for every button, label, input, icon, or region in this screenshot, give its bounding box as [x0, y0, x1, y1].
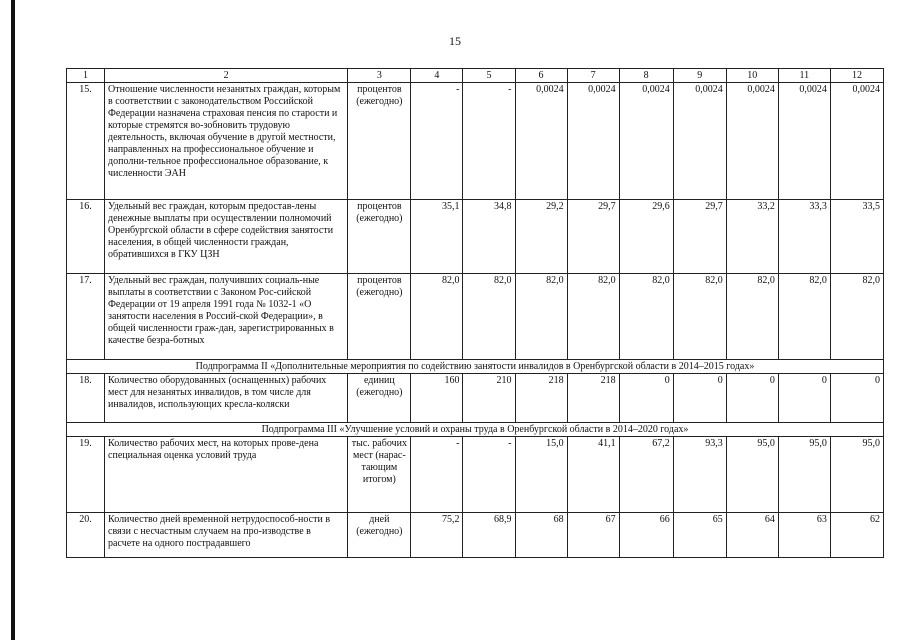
value-cell: 75,2 — [411, 513, 463, 558]
value-cell: 82,0 — [463, 274, 515, 360]
value-cell: 0,0024 — [830, 83, 883, 200]
value-cell: 0 — [726, 374, 778, 423]
header-cell: 1 — [67, 69, 105, 83]
value-cell: 82,0 — [619, 274, 673, 360]
subprogram-row — [67, 423, 884, 437]
value-cell: 82,0 — [567, 274, 619, 360]
header-cell: 2 — [105, 69, 348, 83]
value-cell: 62 — [830, 513, 883, 558]
value-cell: 67,2 — [619, 437, 673, 513]
value-cell: 15,0 — [515, 437, 567, 513]
value-cell: - — [411, 437, 463, 513]
value-cell: - — [463, 83, 515, 200]
header-row — [67, 69, 884, 83]
row-number: 18. — [67, 374, 105, 423]
unit-cell: процентов (ежегодно) — [348, 200, 411, 274]
value-cell: 210 — [463, 374, 515, 423]
value-cell: 0 — [673, 374, 726, 423]
row-number: 20. — [67, 513, 105, 558]
row-number: 15. — [67, 83, 105, 200]
value-cell: 0 — [778, 374, 830, 423]
table-row — [67, 374, 884, 423]
header-cell: 11 — [778, 69, 830, 83]
unit-cell: процентов (ежегодно) — [348, 83, 411, 200]
row-number: 16. — [67, 200, 105, 274]
value-cell: 95,0 — [830, 437, 883, 513]
header-cell: 12 — [830, 69, 883, 83]
row-number: 19. — [67, 437, 105, 513]
value-cell: 160 — [411, 374, 463, 423]
indicator-description: Отношение численности незанятых граждан, которым в соответствии с законодательством Российской Федерации назначена страховая пенсия по старости и которые стремятся во-зобновить трудовую деятельность, включая обучение в другой местности, направленных на профессиональное обучение и дополни-тельное профессиональное образование, к численности ЭАН — [105, 83, 348, 200]
value-cell: 95,0 — [778, 437, 830, 513]
value-cell: 33,3 — [778, 200, 830, 274]
indicator-description: Удельный вес граждан, получивших социаль-ные выплаты в соответствии с Законом Рос-сийской Федерации от 19 апреля 1991 года № 1032-1 «О занятости населения в Россий-ской Федерации», в общей численности граж-дан, зарегистрированных в качестве безра-ботных — [105, 274, 348, 360]
value-cell: 29,7 — [673, 200, 726, 274]
value-cell: 82,0 — [673, 274, 726, 360]
indicator-description: Удельный вес граждан, которым предостав-лены денежные выплаты при осуществлении полномочий Оренбургской области в сфере содействия занятости населения, в общей численности граждан, обратившихся в ГКУ ЦЗН — [105, 200, 348, 274]
header-cell: 10 — [726, 69, 778, 83]
header-cell: 4 — [411, 69, 463, 83]
value-cell: 33,5 — [830, 200, 883, 274]
unit-cell: единиц (ежегодно) — [348, 374, 411, 423]
value-cell: 0,0024 — [515, 83, 567, 200]
value-cell: 82,0 — [411, 274, 463, 360]
unit-cell: процентов (ежегодно) — [348, 274, 411, 360]
value-cell: 33,2 — [726, 200, 778, 274]
value-cell: 0 — [619, 374, 673, 423]
header-cell: 8 — [619, 69, 673, 83]
value-cell: 0,0024 — [673, 83, 726, 200]
header-cell: 3 — [348, 69, 411, 83]
header-cell: 7 — [567, 69, 619, 83]
scan-edge-bar — [11, 0, 15, 640]
header-cell: 5 — [463, 69, 515, 83]
table-row — [67, 437, 884, 513]
row-number: 17. — [67, 274, 105, 360]
value-cell: 64 — [726, 513, 778, 558]
value-cell: - — [411, 83, 463, 200]
value-cell: 82,0 — [515, 274, 567, 360]
table-row — [67, 274, 884, 360]
value-cell: 93,3 — [673, 437, 726, 513]
header-cell: 6 — [515, 69, 567, 83]
indicator-description: Количество оборудованных (оснащенных) рабочих мест для незанятых инвалидов, в том числе для инвалидов, использующих кресла-коляски — [105, 374, 348, 423]
value-cell: 82,0 — [778, 274, 830, 360]
value-cell: 68,9 — [463, 513, 515, 558]
value-cell: 82,0 — [830, 274, 883, 360]
subprogram-3-title: Подпрограмма III «Улучшение условий и охраны труда в Оренбургской области в 2014–2020 годах» — [67, 423, 884, 437]
value-cell: 34,8 — [463, 200, 515, 274]
value-cell: 66 — [619, 513, 673, 558]
subprogram-2-title: Подпрограмма II «Дополнительные мероприятия по содействию занятости инвалидов в Оренбургской области в 2014–2015 годах» — [67, 360, 884, 374]
page-number: 15 — [449, 34, 461, 48]
value-cell: 29,7 — [567, 200, 619, 274]
subprogram-row — [67, 360, 884, 374]
header-cell: 9 — [673, 69, 726, 83]
value-cell: 0,0024 — [778, 83, 830, 200]
value-cell: 0,0024 — [726, 83, 778, 200]
table-row — [67, 513, 884, 558]
value-cell: 65 — [673, 513, 726, 558]
value-cell: 29,6 — [619, 200, 673, 274]
indicators-table — [66, 68, 884, 558]
table-row — [67, 83, 884, 200]
value-cell: 0,0024 — [567, 83, 619, 200]
value-cell: - — [463, 437, 515, 513]
value-cell: 29,2 — [515, 200, 567, 274]
indicator-description: Количество дней временной нетрудоспособ-ности в связи с несчастным случаем на про-изводстве в расчете на одного пострадавшего — [105, 513, 348, 558]
indicator-description: Количество рабочих мест, на которых прове-дена специальная оценка условий труда — [105, 437, 348, 513]
value-cell: 0 — [830, 374, 883, 423]
value-cell: 63 — [778, 513, 830, 558]
unit-cell: дней (ежегодно) — [348, 513, 411, 558]
value-cell: 0,0024 — [619, 83, 673, 200]
value-cell: 218 — [515, 374, 567, 423]
value-cell: 41,1 — [567, 437, 619, 513]
value-cell: 35,1 — [411, 200, 463, 274]
value-cell: 67 — [567, 513, 619, 558]
unit-cell: тыс. рабочих мест (нарас-тающим итогом) — [348, 437, 411, 513]
value-cell: 218 — [567, 374, 619, 423]
table-row — [67, 200, 884, 274]
value-cell: 95,0 — [726, 437, 778, 513]
value-cell: 68 — [515, 513, 567, 558]
value-cell: 82,0 — [726, 274, 778, 360]
